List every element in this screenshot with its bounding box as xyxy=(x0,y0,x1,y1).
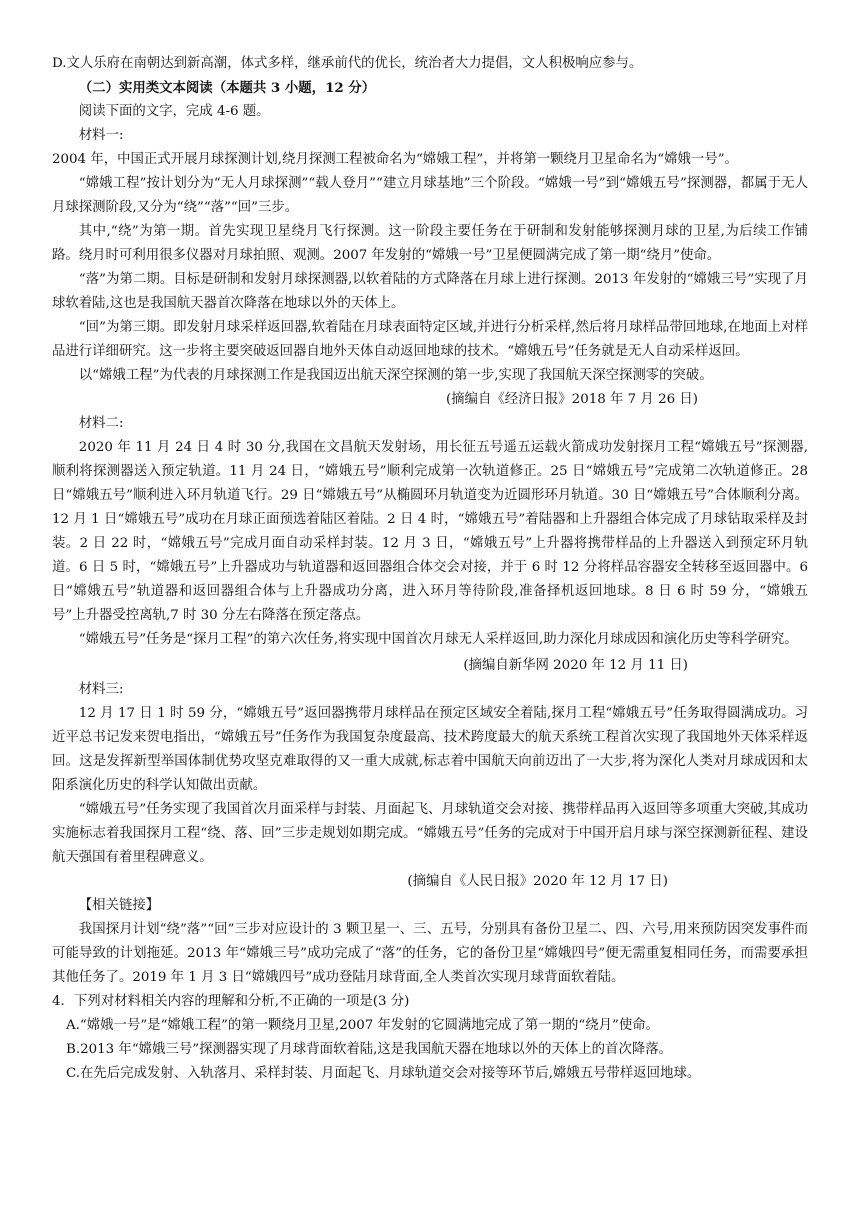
material-2-paragraph: “嫦娥五号”任务是“探月工程”的第六次任务,将实现中国首次月球无人采样返回,助力深化月球成因和演化历史等科学研究。 xyxy=(78,632,798,647)
related-link-label: 【相关链接】 xyxy=(78,898,160,913)
material-3-label: 材料三: xyxy=(78,682,124,697)
related-link-text: 我国探月计划“绕”落”“回”三步对应设计的 3 颗卫星一、三、五号，分别具有备份卫星二、四、六号,用来预防因突发事件而可能导致的计划拖延。2013 年“嫦娥三号”成功完成了“落”的任务，它的备份卫星“嫦娥四号”便无需重复相同任务，而需要承担其他任务了。2019 年 1 月 3 日“嫦娥四号”成功登陆月球背面,全人类首次实现月球背面软着陆。 xyxy=(52,922,808,985)
material-1-paragraph: “回”为第三期。即发射月球采样返回器,软着陆在月球表面特定区域,并进行分析采样,然后将月球样品带回地球,在地面上对样品进行详细研究。这一步将主要突破返回器自地外天体自动返回地球的技术。“嫦娥五号”任务就是无人自动采样返回。 xyxy=(52,320,808,359)
material-2-label: 材料二: xyxy=(78,416,124,431)
section-instruction: 阅读下面的文字，完成 4-6 题。 xyxy=(78,104,270,119)
material-3-source: (摘编自《人民日报》2020 年 12 月 17 日) xyxy=(407,874,668,889)
material-1-paragraph: “嫦娥工程”按计划分为“无人月球探测”“载人登月”“建立月球基地”三个阶段。“嫦娥一号”到“嫦娥五号”探测器，都属于无人月球探测阶段,又分为“绕”“落”“回”三步。 xyxy=(52,176,808,215)
material-3-paragraph: 12 月 17 日 1 时 59 分，“嫦娥五号”返回器携带月球样品在预定区域安全着陆,探月工程“嫦娥五号”任务取得圆满成功。习近平总书记发来贺电指出，“嫦娥五号”任务作为我国复杂度最高、技术跨度最大的航天系统工程首次实现了我国地外天体采样返回。这是发挥新型举国体制优势攻坚克难取得的又一重大成就,标志着中国航天向前迈出了一大步,将为深化人类对月球成因和太阳系演化历史的科学认知做出贡献。 xyxy=(52,706,808,793)
material-3-paragraph: “嫦娥五号”任务实现了我国首次月面采样与封装、月面起飞、月球轨道交会对接、携带样品再入返回等多项重大突破,其成功实施标志着我国探月工程“绕、落、回”三步走规划如期完成。“嫦娥五号”任务的完成对于中国开启月球与深空探测新征程、建设航天强国有着里程碑意义。 xyxy=(52,802,808,865)
previous-question-option-d: D.文人乐府在南朝达到新高潮，体式多样，继承前代的优长，统治者大力提倡，文人积极响应参与。 xyxy=(52,56,643,71)
section-title: （二）实用类文本阅读（本题共 3 小题，12 分） xyxy=(78,80,376,96)
question-4-option-b: B.2013 年“嫦娥三号”探测器实现了月球背面软着陆,这是我国航天器在地球以外的天体上的首次降落。 xyxy=(66,1042,673,1057)
question-4-stem: 4．下列对材料相关内容的理解和分析,不正确的一项是(3 分) xyxy=(52,994,410,1009)
material-1-source: (摘编自《经济日报》2018 年 7 月 26 日) xyxy=(445,392,698,407)
material-2-source: (摘编自新华网 2020 年 12 月 11 日) xyxy=(463,658,688,673)
question-4-option-a: A.“嫦娥一号”是“嫦娥工程”的第一颗绕月卫星,2007 年发射的它圆满地完成了第一期的“绕月”使命。 xyxy=(66,1018,660,1033)
material-1-paragraph: “落”为第二期。目标是研制和发射月球探测器,以软着陆的方式降落在月球上进行探测。2013 年发射的“嫦娥三号”实现了月球软着陆,这也是我国航天器首次降落在地球以外的天体上。 xyxy=(52,272,808,311)
material-2-paragraph: 2020 年 11 月 24 日 4 时 30 分,我国在文昌航天发射场，用长征五号遥五运载火箭成功发射探月工程“嫦娥五号”探测器,顺利将探测器送入预定轨道。11 月 24 日，“嫦娥五号”顺利完成第一次轨道修正。25 日“嫦娥五号”完成第二次轨道修正。28 日“嫦娥五号”顺利进入环月轨道飞行。29 日“嫦娥五号”从椭圆环月轨道变为近圆形环月轨道。30 日“嫦娥五号”合体顺利分离。12 月 1 日“嫦娥五号”成功在月球正面预选着陆区着陆。2 日 4 时，“嫦娥五号”着陆器和上升器组合体完成了月球钻取采样及封装。2 日 22 时，“嫦娥五号”完成月面自动采样封装。12 月 3 日，“嫦娥五号”上升器将携带样品的上升器送入到预定环月轨道。6 日 5 时，“嫦娥五号”上升器成功与轨道器和返回器组合体交会对接，并于 6 时 12 分将样品容器安全转移至返回器中。6 日“嫦娥五号”轨道器和返回器组合体与上升器成功分离，进入环月等待阶段,准备择机返回地球。8 日 6 时 59 分，“嫦娥五号”上升器受控离轨,7 时 30 分左右降落在预定落点。 xyxy=(52,440,808,623)
material-1-paragraph: 2004 年，中国正式开展月球探测计划,绕月探测工程被命名为“嫦娥工程”，并将第一颗绕月卫星命名为“嫦娥一号”。 xyxy=(52,152,738,167)
material-1-paragraph: 其中,“绕”为第一期。首先实现卫星绕月飞行探测。这一阶段主要任务在于研制和发射能够探测月球的卫星,为后续工作铺路。绕月时可利用很多仪器对月球拍照、观测。2007 年发射的“嫦娥一号”卫星便圆满完成了第一期“绕月”使命。 xyxy=(52,224,808,263)
material-1-paragraph: 以“嫦娥工程”为代表的月球探测工作是我国迈出航天深空探测的第一步,实现了我国航天深空探测零的突破。 xyxy=(78,368,713,383)
material-1-label: 材料一: xyxy=(78,128,124,143)
question-4-option-c: C.在先后完成发射、入轨落月、采样封装、月面起飞、月球轨道交会对接等环节后,嫦娥五号带样返回地球。 xyxy=(66,1066,701,1081)
